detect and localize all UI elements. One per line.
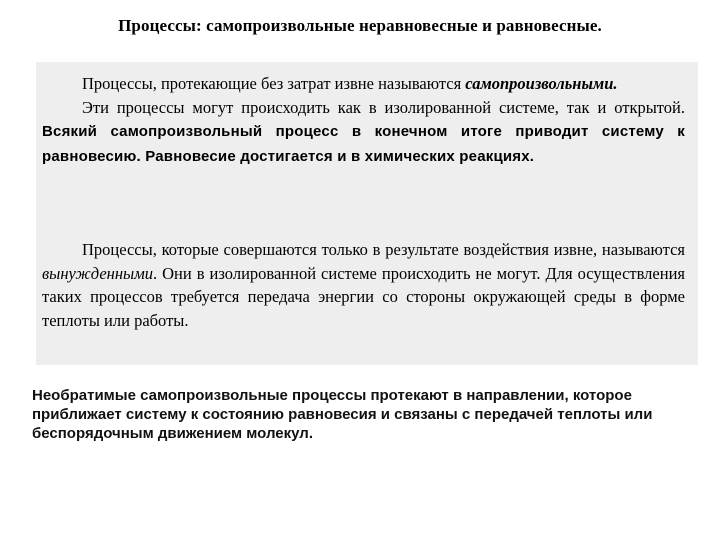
spontaneous-lead: Процессы, протекающие без затрат извне называются — [82, 74, 462, 93]
forced-lead: Процессы, которые совершаются только в результате воздействия извне, называются — [82, 240, 685, 259]
term-spontaneous: самопроизвольными — [465, 74, 614, 93]
spontaneous-bold-text: Всякий самопроизвольный процесс в конечном итоге приводит систему к равновесию. Равновесие достигается и в химических реакциях. — [42, 123, 685, 165]
paragraph-forced — [42, 238, 685, 332]
spontaneous-line2: Эти процессы могут происходить как в изолированной системе, так и открытой. — [82, 97, 685, 117]
slide-title: Процессы: самопроизвольные неравновесные и равновесные. — [118, 16, 602, 35]
paragraph-spontaneous — [42, 72, 685, 168]
term-forced: вынужденными — [42, 263, 153, 283]
forced-rest: . Они в изолированной системе происходить не могут. Для осуществления таких процессов требуется передача энергии со стороны окружающей среды в форме теплоты или работы. — [42, 263, 685, 330]
term-spontaneous-period: . — [613, 74, 618, 93]
paragraph-irreversible: Необратимые самопроизвольные процессы протекают в направлении, которое приближает систему к состоянию равновесия и связаны с передачей теплоты или беспорядочным движением молекул. — [32, 387, 653, 442]
